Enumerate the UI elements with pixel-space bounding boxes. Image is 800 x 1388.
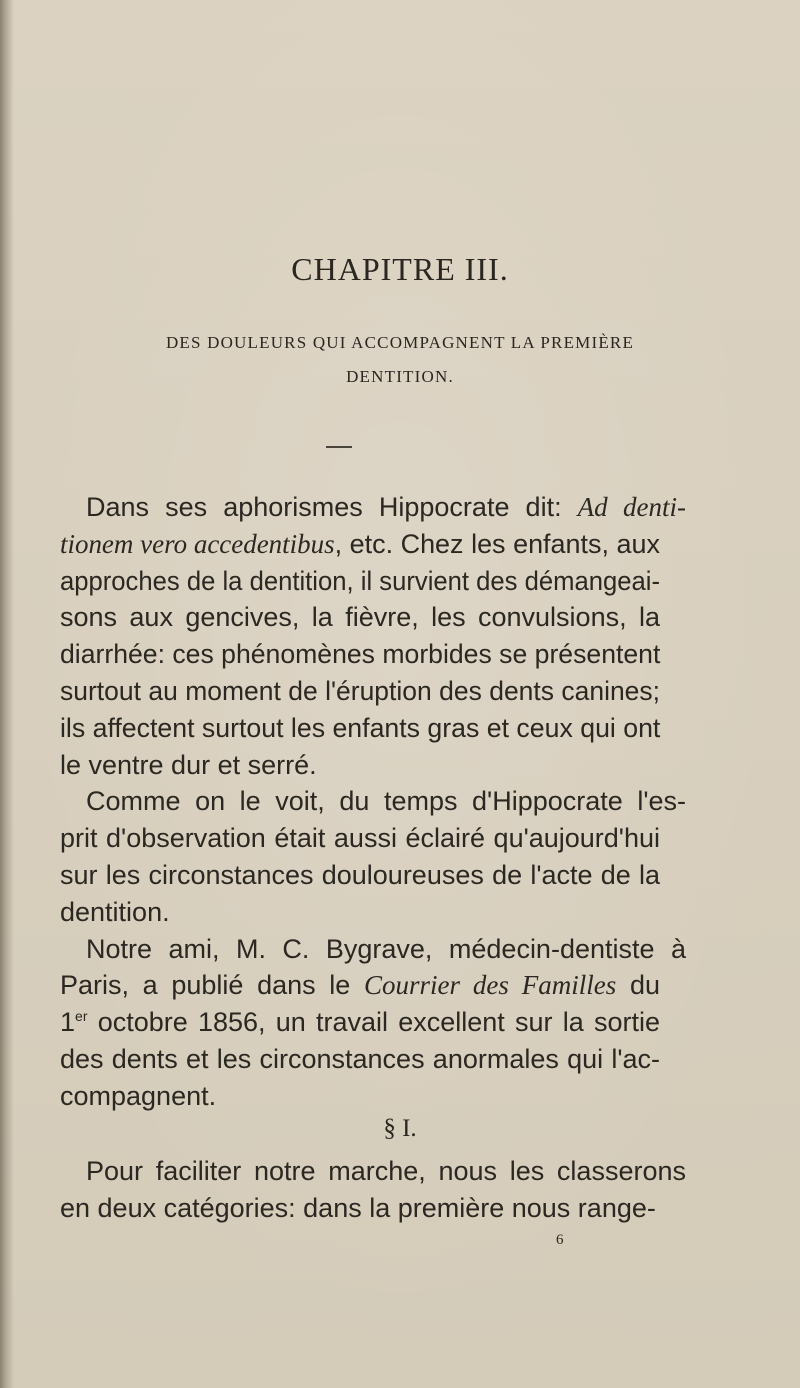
page-binding-edge: [0, 0, 14, 1388]
section-paragraph-line: Pour faciliter notre marche, nous les classerons: [86, 1156, 686, 1186]
page-number: 6: [556, 1232, 564, 1248]
italic-text: tionem vero accedentibus: [60, 528, 335, 559]
chapter-subtitle-line2: DENTITION.: [346, 367, 454, 386]
chapter-subtitle-line1: DES DOULEURS QUI ACCOMPAGNENT LA PREMIÈRE: [165, 333, 635, 352]
paragraph-1-line: le ventre dur et serré.: [60, 749, 317, 780]
paragraph-1-line: diarrhée: ces phénomènes morbides se présentent: [60, 639, 661, 670]
paragraph-1-line: Dans ses aphorismes Hippocrate dit: Ad denti-: [86, 492, 686, 522]
separator-rule: [326, 446, 352, 448]
superscript: er: [75, 1008, 88, 1025]
paragraph-3-line: 1er octobre 1856, un travail excellent sur la sortie: [60, 1007, 660, 1038]
paragraph-3-line: des dents et les circonstances anormales qui l'ac-: [60, 1043, 660, 1074]
paragraph-1-line: surtout au moment de l'éruption des dents canines;: [60, 675, 660, 706]
paragraph-1-line: tionem vero accedentibus, etc. Chez les enfants, aux: [60, 528, 660, 559]
italic-text: Courrier des Familles: [363, 970, 617, 1001]
main-text: [60, 489, 686, 1115]
paragraph-1-line: sons aux gencives, la fièvre, les convulsions, la: [60, 602, 660, 633]
paragraph-3-line: Paris, a publié dans le Courrier des Familles du: [60, 970, 660, 1001]
paragraph-1-line: approches de la dentition, il survient des démangeai-: [60, 565, 660, 596]
section-text: [60, 1153, 686, 1227]
paragraph-2-line: Comme on le voit, du temps d'Hippocrate l'es-: [86, 786, 686, 817]
paragraph-2-line: prit d'observation était aussi éclairé qu'aujourd'hui: [60, 823, 660, 854]
section-heading: § I.: [383, 1115, 417, 1142]
paragraph-2-line: sur les circonstances douloureuses de l'acte de la: [60, 859, 660, 890]
paragraph-2-line: dentition.: [60, 896, 170, 927]
paragraph-3-line: compagnent.: [60, 1080, 217, 1111]
paragraph-3-line: Notre ami, M. C. Bygrave, médecin-dentiste à: [86, 933, 686, 964]
paragraph-1-line: ils affectent surtout les enfants gras et ceux qui ont: [60, 712, 661, 743]
chapter-title: CHAPITRE III.: [291, 251, 509, 287]
section-paragraph-line: en deux catégories: dans la première nous range-: [60, 1192, 656, 1223]
italic-text: Ad denti-: [577, 492, 686, 522]
